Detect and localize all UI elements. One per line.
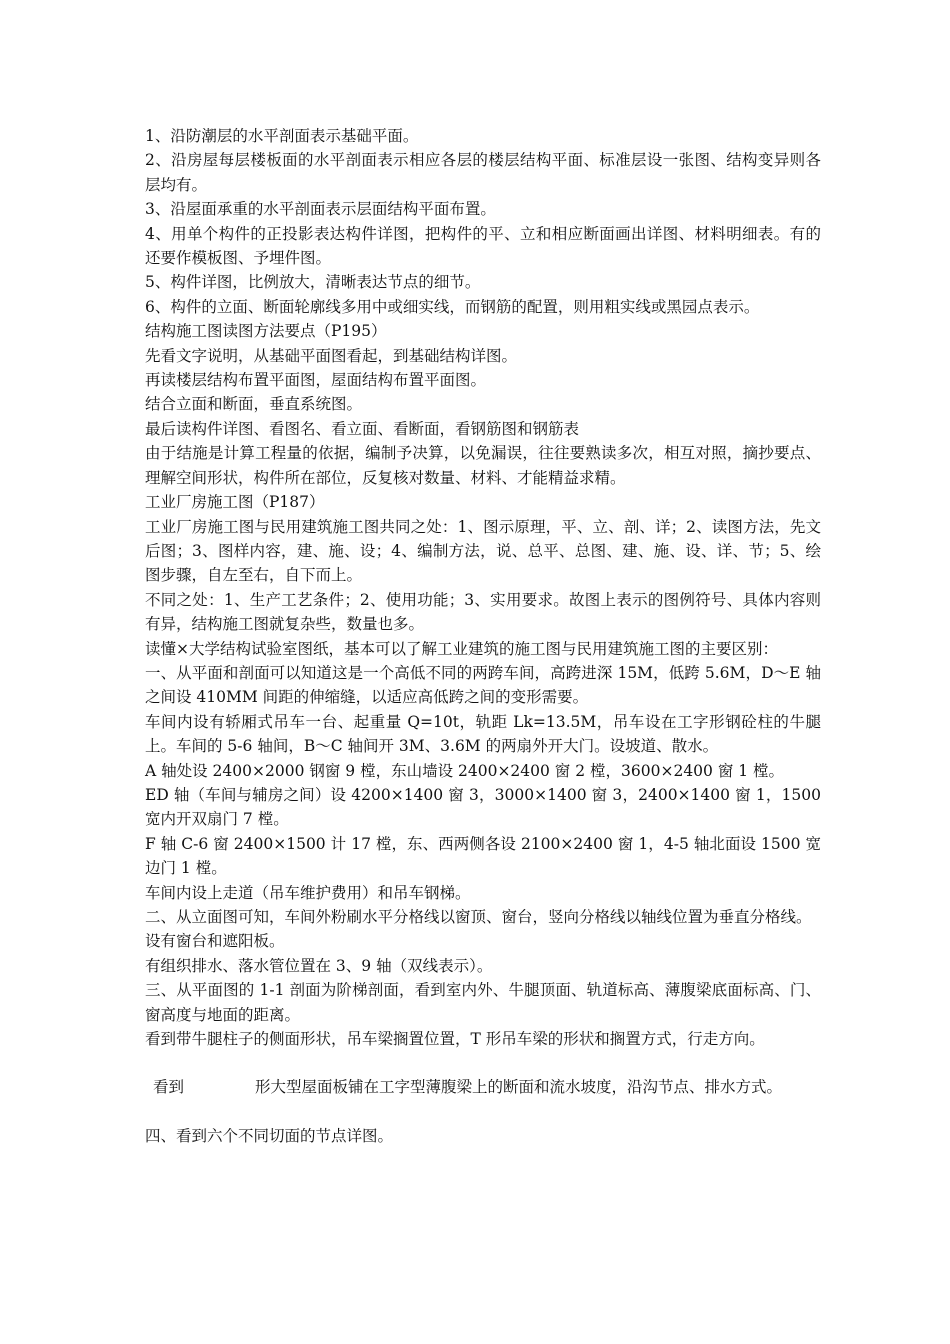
paragraph: 不同之处：1、生产工艺条件；2、使用功能；3、实用要求。故图上表示的图例符号、具体内容则有异，结构施工图就复杂些，数量也多。 <box>145 590 821 634</box>
paragraph: F 轴 C-6 窗 2400×1500 计 17 樘，东、西两侧各设 2100×2400 窗 1，4-5 轴北面设 1500 宽边门 1 樘。 <box>145 834 821 878</box>
paragraph: 结合立面和断面，垂直系统图。 <box>145 395 363 414</box>
paragraph: 4、用单个构件的正投影表达构件详图，把构件的平、立和相应断面画出详图、材料明细表。有的还要作模板图、予埋件图。 <box>145 224 821 268</box>
paragraph: 车间内设上走道（吊车维护费用）和吊车钢梯。 <box>145 883 471 902</box>
paragraph: 读懂×大学结构试验室图纸，基本可以了解工业建筑的施工图与民用建筑施工图的主要区别： <box>145 639 778 658</box>
paragraph: 有组织排水、落水管位置在 3、9 轴（双线表示）。 <box>145 956 493 975</box>
paragraph: 2、沿房屋每层楼板面的水平剖面表示相应各层的楼层结构平面、标准层设一张图、结构变异则各层均有。 <box>145 151 821 194</box>
paragraph: ED 轴（车间与辅房之间）设 4200×1400 窗 3，3000×1400 窗 3，2400×1400 窗 1，1500 宽内开双扇门 7 樘。 <box>145 785 821 829</box>
paragraph: 由于结施是计算工程量的依据，编制予决算，以免漏误，往往要熟读多次，相互对照，摘抄要点、理解空间形状，构件所在部位，反复核对数量、材料、才能精益求精。 <box>145 444 821 487</box>
blank-line <box>145 1100 821 1124</box>
paragraph: 6、构件的立面、断面轮廓线多用中或细实线，而钢筋的配置，则用粗实线或黑园点表示。 <box>145 297 760 316</box>
paragraph: 设有窗台和遮阳板。 <box>145 932 285 951</box>
blank-line <box>145 1051 821 1075</box>
paragraph: 二、从立面图可知，车间外粉刷水平分格线以窗顶、窗台，竖向分格线以轴线位置为垂直分格线。 <box>145 908 812 926</box>
caption-right-text: 形大型屋面板铺在工字型薄腹梁上的断面和流水坡度，沿沟节点、排水方式。 <box>255 1078 783 1097</box>
paragraph: 看到带牛腿柱子的侧面形状，吊车梁搁置位置，T 形吊车梁的形状和搁置方式，行走方向。 <box>145 1030 765 1049</box>
document-body <box>145 124 821 1148</box>
paragraph: 一、从平面和剖面可以知道这是一个高低不同的两跨车间，高跨进深 15M，低跨 5.6M，D～E 轴之间设 410MM 间距的伸缩缝，以适应高低跨之间的变形需要。 <box>145 663 821 707</box>
paragraph: 三、从平面图的 1-1 剖面为阶梯剖面，看到室内外、牛腿顶面、轨道标高、薄腹梁底面标高、门、窗高度与地面的距离。 <box>145 981 821 1024</box>
caption-left-text: 看到 <box>153 1078 185 1097</box>
paragraph: 3、沿屋面承重的水平剖面表示层面结构平面布置。 <box>145 200 496 219</box>
paragraph: 四、看到六个不同切面的节点详图。 <box>145 1126 394 1145</box>
paragraph: A 轴处设 2400×2000 钢窗 9 樘，东山墙设 2400×2400 窗 2 樘，3600×2400 窗 1 樘。 <box>145 761 785 780</box>
figure-caption-row <box>145 1075 821 1099</box>
section-heading: 工业厂房施工图（P187） <box>145 493 325 512</box>
paragraph: 先看文字说明，从基础平面图看起，到基础结构详图。 <box>145 346 518 365</box>
paragraph: 再读楼层结构布置平面图，屋面结构布置平面图。 <box>145 371 487 390</box>
paragraph: 车间内设有轿厢式吊车一台、起重量 Q=10t，轨距 Lk=13.5M，吊车设在工字形钢砼柱的牛腿上。车间的 5-6 轴间，B～C 轴间开 3M、3.6M 的两扇外开大门。设坡道、散水。 <box>145 712 821 756</box>
paragraph: 1、沿防潮层的水平剖面表示基础平面。 <box>145 127 419 145</box>
section-heading: 结构施工图读图方法要点（P195） <box>145 322 387 341</box>
paragraph: 最后读构件详图、看图名、看立面、看断面，看钢筋图和钢筋表 <box>145 419 580 438</box>
paragraph: 工业厂房施工图与民用建筑施工图共同之处：1、图示原理，平、立、剖、详；2、读图方法，先文后图；3、图样内容，建、施、设；4、编制方法，说、总平、总图、建、施、设、详、节；5、绘图步骤，自左至右，自下而上。 <box>145 517 821 585</box>
paragraph: 5、构件详图，比例放大，清晰表达节点的细节。 <box>145 273 481 292</box>
